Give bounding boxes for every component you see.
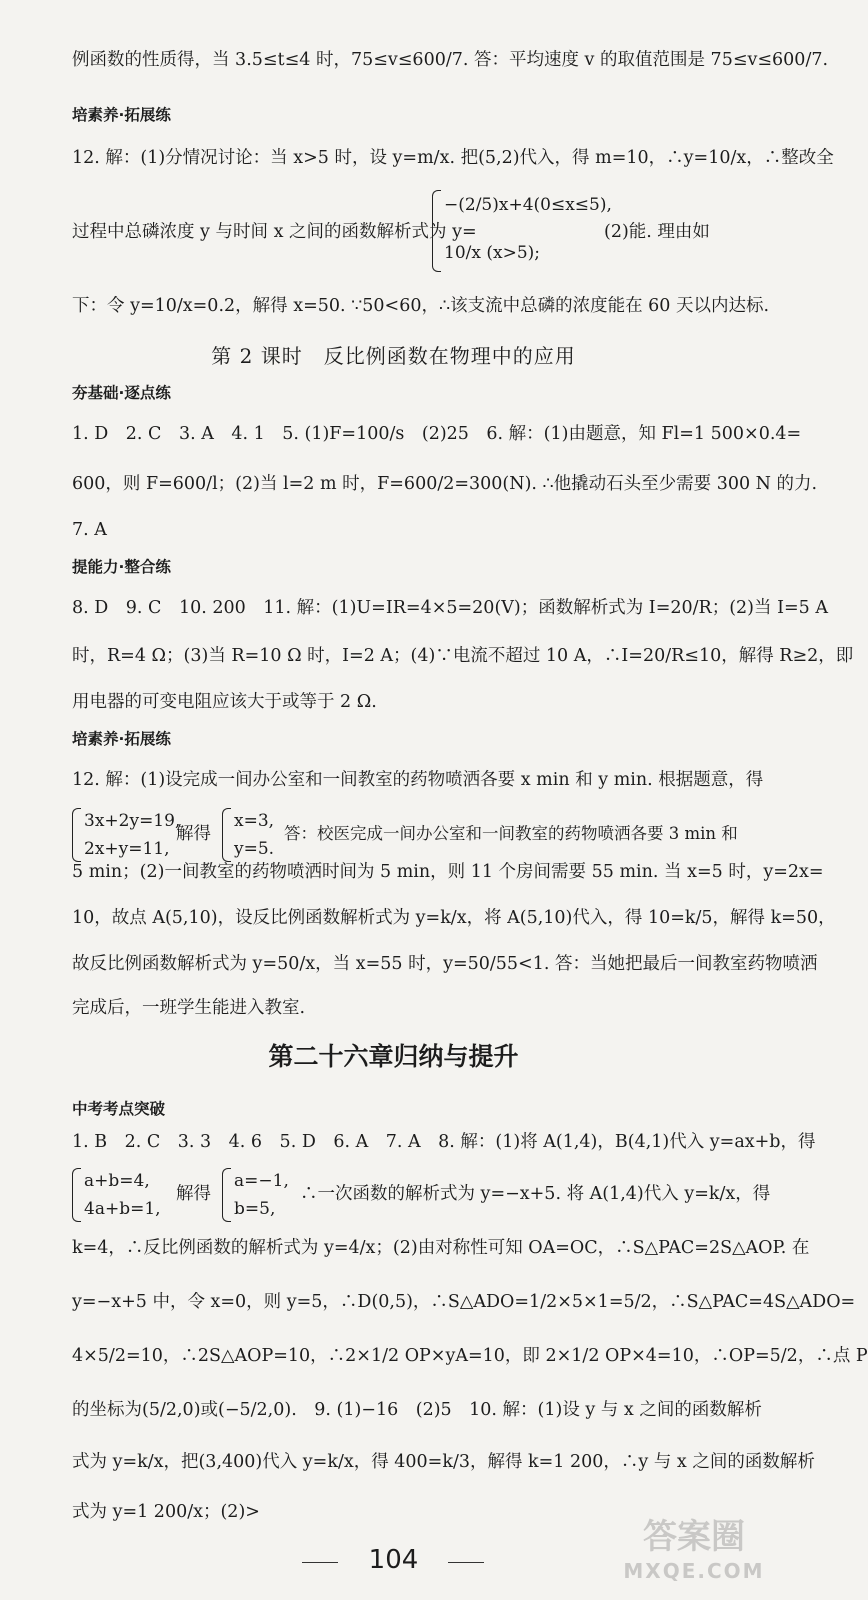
text-line: 解得 xyxy=(176,1184,211,1204)
equation-system xyxy=(72,808,192,864)
brace-row: x=3, xyxy=(234,811,275,831)
section-heading: 中考考点突破 xyxy=(72,1100,166,1118)
text-line: 式为 y=k/x，把(3,400)代入 y=k/x，得 400=k/3，解得 k=1 200，∴y 与 x 之间的函数解析 xyxy=(72,1452,815,1472)
brace-row: a+b=4, xyxy=(84,1171,150,1191)
text-line: 12. 解：(1)分情况讨论：当 x>5 时，设 y=m/x. 把(5,2)代入，得 m=10，∴y=10/x，∴整改全 xyxy=(72,148,834,168)
text-line: 例函数的性质得，当 3.5≤t≤4 时，75≤v≤600/7. 答：平均速度 v 的取值范围是 75≤v≤600/7. xyxy=(72,50,829,70)
brace-row: 4a+b=1, xyxy=(84,1199,161,1219)
text-line: ∴一次函数的解析式为 y=−x+5. 将 A(1,4)代入 y=k/x，得 xyxy=(300,1184,771,1204)
text-line: (2)能. 理由如 xyxy=(604,222,710,242)
brace-row: 2x+y=11, xyxy=(84,839,170,859)
text-line: 下：令 y=10/x=0.2，解得 x=50. ∵50<60，∴该支流中总磷的浓度能在 60 天以内达标. xyxy=(72,296,770,316)
section-heading: 培素养·拓展练 xyxy=(72,106,171,124)
text-line: y=−x+5 中，令 x=0，则 y=5，∴D(0,5)，∴S△ADO=1/2×5×1=5/2，∴S△PAC=4S△ADO= xyxy=(72,1292,856,1312)
brace-row: 10/x (x>5); xyxy=(444,243,540,263)
text-line: 4×5/2=10，∴2S△AOP=10，∴2×1/2 OP×yA=10，即 2×1/2 OP×4=10，∴OP=5/2，∴点 P xyxy=(72,1346,868,1366)
equation-system xyxy=(72,1168,182,1224)
text-line: 1. B 2. C 3. 3 4. 6 5. D 6. A 7. A 8. 解：(1)将 A(1,4)，B(4,1)代入 y=ax+b，得 xyxy=(72,1132,816,1152)
section-heading: 夯基础·逐点练 xyxy=(72,384,171,402)
text-line: 解得 xyxy=(176,824,211,844)
brace-row: a=−1, xyxy=(234,1171,289,1191)
text-line: 7. A xyxy=(72,520,107,540)
watermark-url: MXQE.COM xyxy=(623,1559,765,1583)
text-line: k=4，∴反比例函数的解析式为 y=4/x；(2)由对称性可知 OA=OC，∴S△PAC=2S△AOP. 在 xyxy=(72,1238,810,1258)
text-line: 600，则 F=600/l；(2)当 l=2 m 时，F=600/2=300(N). ∴他撬动石头至少需要 300 N 的力. xyxy=(72,474,818,494)
text-line: 用电器的可变电阻应该大于或等于 2 Ω. xyxy=(72,692,377,712)
chapter-title: 第二十六章归纳与提升 xyxy=(268,1042,519,1071)
text-line: 故反比例函数解析式为 y=50/x，当 x=55 时，y=50/55<1. 答：当她把最后一间教室药物喷洒 xyxy=(72,954,818,974)
text-line: 10，故点 A(5,10)，设反比例函数解析式为 y=k/x，将 A(5,10)代入，得 10=k/5，解得 k=50， xyxy=(72,908,836,928)
brace-row: y=5. xyxy=(234,839,275,859)
page-number: 104 xyxy=(368,1545,419,1575)
text-line: 12. 解：(1)设完成一间办公室和一间教室的药物喷洒各要 x min 和 y min. 根据题意，得 xyxy=(72,770,764,790)
lesson-title: 第 2 课时 反比例函数在物理中的应用 xyxy=(211,344,576,368)
section-heading: 培素养·拓展练 xyxy=(72,730,171,748)
text-line: 5 min；(2)一间教室的药物喷洒时间为 5 min，则 11 个房间需要 55 min. 当 x=5 时，y=2x= xyxy=(72,862,824,882)
text-line: 式为 y=1 200/x；(2)> xyxy=(72,1502,260,1522)
equation-system xyxy=(222,1168,302,1224)
text-line: 答：校医完成一间办公室和一间教室的药物喷洒各要 3 min 和 xyxy=(284,824,738,843)
text-line: 时，R=4 Ω；(3)当 R=10 Ω 时，I=2 A；(4)∵电流不超过 10 A，∴I=20/R≤10，解得 R≥2，即 xyxy=(72,646,854,666)
watermark-logo xyxy=(619,1515,769,1587)
brace-row: −(2/5)x+4(0≤x≤5), xyxy=(444,195,612,215)
text-line: 过程中总磷浓度 y 与时间 x 之间的函数解析式为 y= xyxy=(72,222,477,242)
brace-row: b=5, xyxy=(234,1199,276,1219)
text-line: 1. D 2. C 3. A 4. 1 5. (1)F=100/s (2)25 6. 解：(1)由题意，知 Fl=1 500×0.4= xyxy=(72,424,802,444)
text-line: 完成后，一班学生能进入教室. xyxy=(72,998,306,1018)
section-heading: 提能力·整合练 xyxy=(72,558,171,576)
brace-row: 3x+2y=19, xyxy=(84,811,181,831)
page-number-dash xyxy=(448,1562,484,1563)
watermark-text: 答案圈 xyxy=(643,1517,745,1557)
text-line: 8. D 9. C 10. 200 11. 解：(1)U=IR=4×5=20(V)；函数解析式为 I=20/R；(2)当 I=5 A xyxy=(72,598,828,618)
text-line: 的坐标为(5/2,0)或(−5/2,0). 9. (1)−16 (2)5 10. 解：(1)设 y 与 x 之间的函数解析 xyxy=(72,1400,762,1420)
